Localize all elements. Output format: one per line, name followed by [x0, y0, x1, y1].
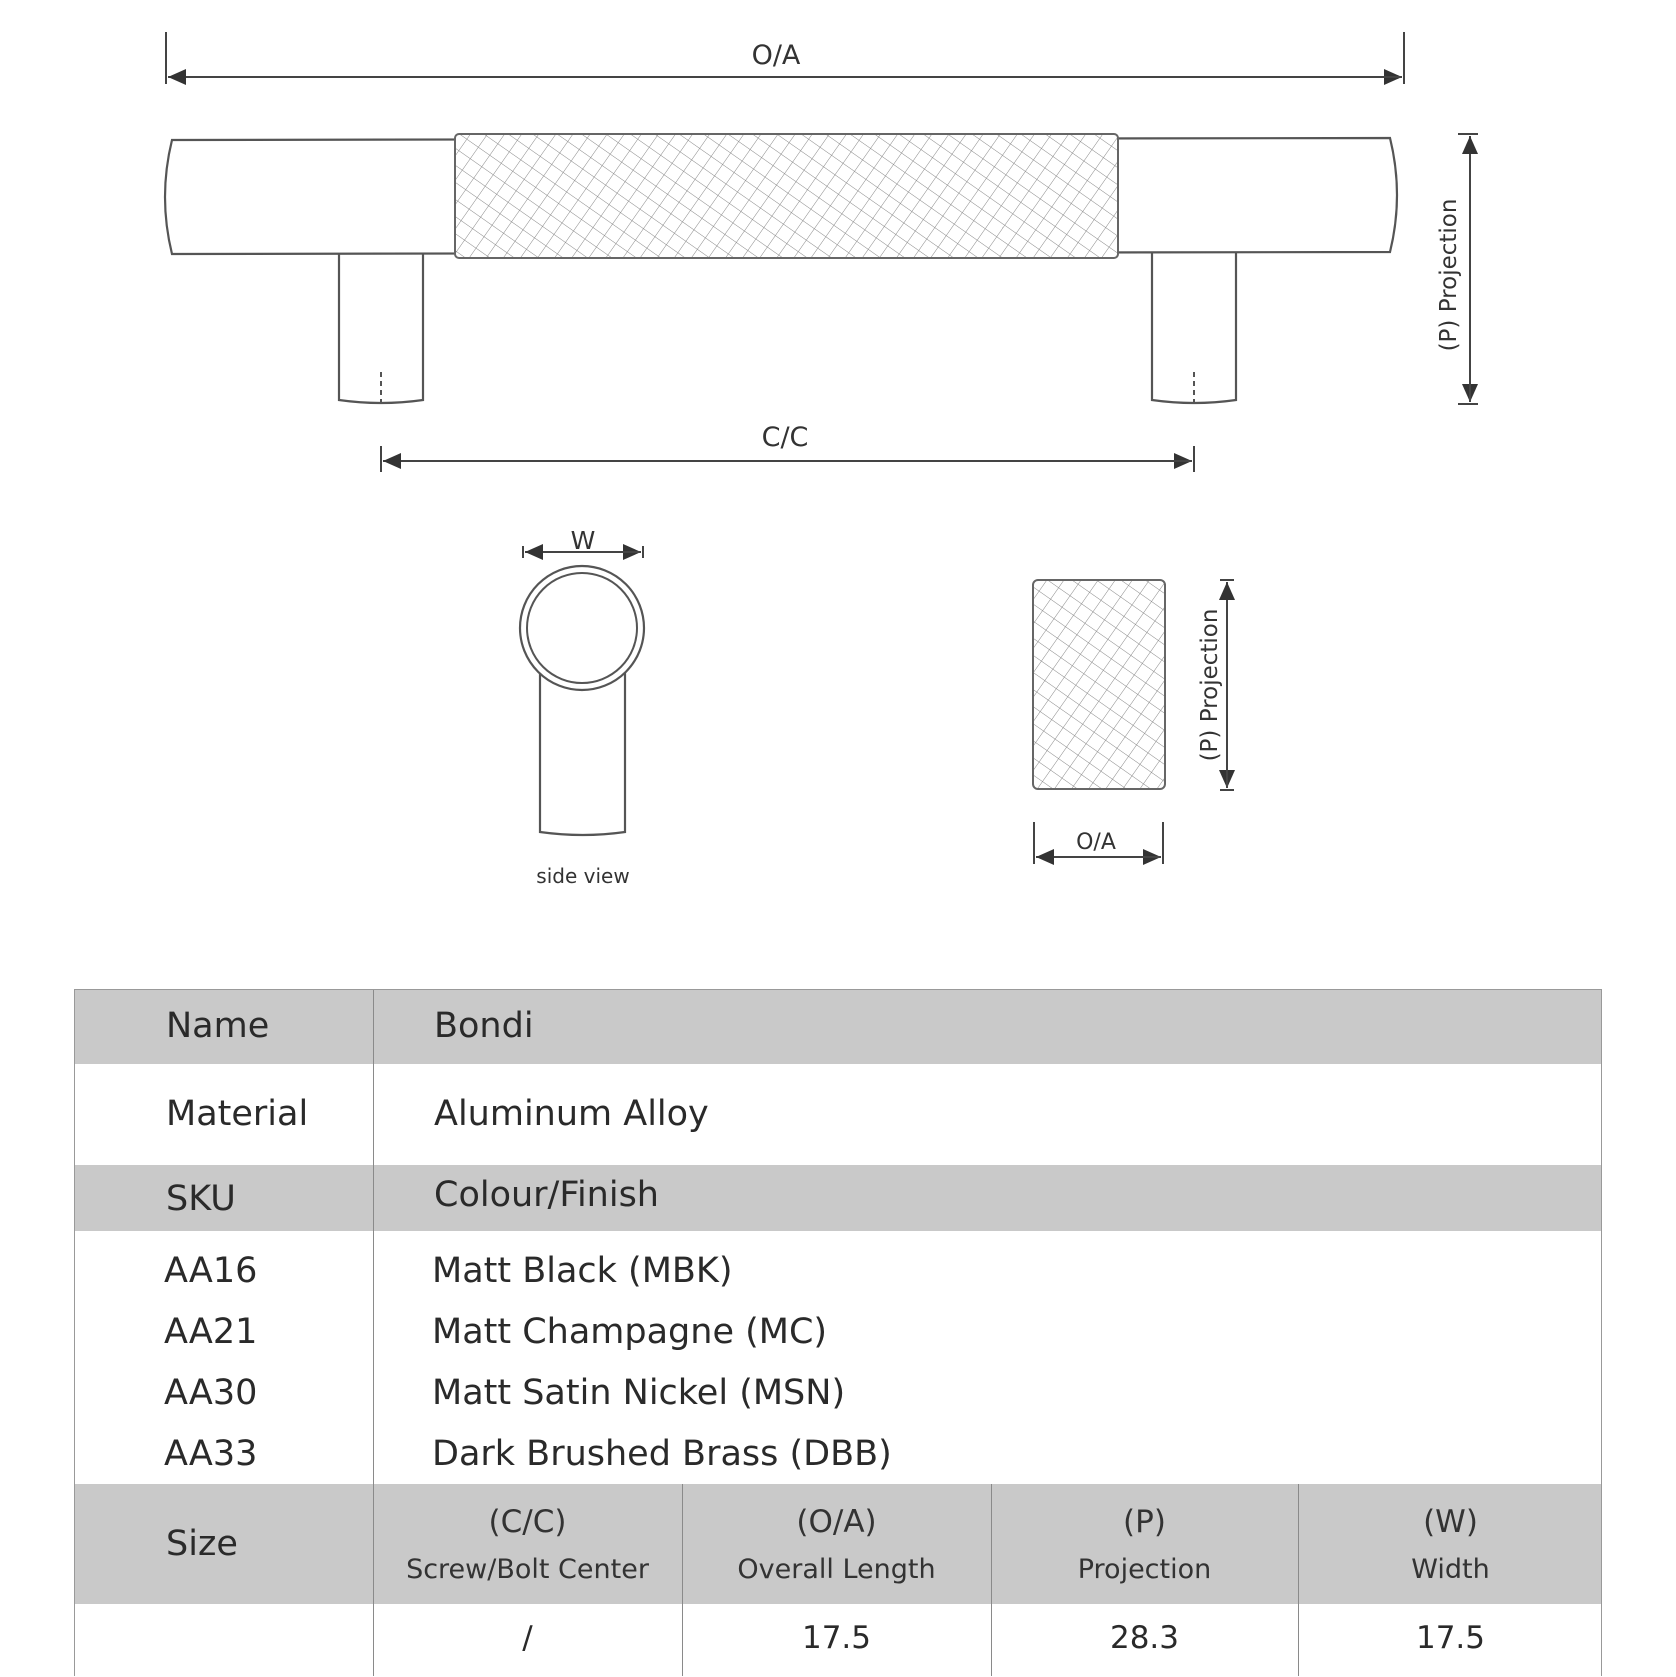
sku-code: AA16 — [164, 1251, 258, 1291]
sku-code: AA30 — [164, 1373, 258, 1413]
size-col-oa — [682, 1498, 991, 1591]
name-label: Name — [166, 1006, 270, 1046]
size-header-row — [75, 1484, 1601, 1604]
size-value: 28.3 — [1109, 1620, 1180, 1656]
width-label: W — [570, 526, 596, 555]
name-row — [75, 990, 1601, 1064]
size-col-code: (C/C) — [488, 1504, 567, 1540]
spec-table — [74, 989, 1602, 1676]
size-col-desc: Width — [1411, 1553, 1490, 1585]
size-col-w — [1298, 1498, 1603, 1591]
size-col-code: (O/A) — [796, 1504, 877, 1540]
size-col-desc: Projection — [1077, 1553, 1212, 1585]
center-to-center-dimension — [381, 422, 1194, 472]
column-divider — [991, 1484, 992, 1676]
center-to-center-label: C/C — [761, 422, 809, 453]
sku-finish: Dark Brushed Brass (DBB) — [432, 1434, 892, 1474]
end-view — [1033, 580, 1234, 864]
column-divider — [373, 990, 374, 1676]
side-view-caption: side view — [536, 864, 630, 888]
sku-list — [75, 1231, 1601, 1484]
size-col-code: (P) — [1123, 1504, 1166, 1540]
column-divider — [1298, 1484, 1299, 1676]
handle-front-view — [165, 134, 1397, 404]
name-value: Bondi — [434, 1006, 534, 1046]
overall-length-dimension — [166, 32, 1404, 84]
size-value: / — [522, 1620, 533, 1656]
projection-dimension — [1436, 134, 1478, 404]
size-values-row — [75, 1604, 1601, 1677]
size-col-desc: Overall Length — [737, 1553, 936, 1585]
material-label: Material — [166, 1094, 309, 1134]
size-value: 17.5 — [801, 1620, 872, 1656]
size-label: Size — [166, 1524, 238, 1564]
material-value: Aluminum Alloy — [434, 1094, 709, 1134]
end-overall-label: O/A — [1076, 830, 1116, 855]
sku-finish: Matt Satin Nickel (MSN) — [432, 1373, 846, 1413]
size-col-code: (W) — [1423, 1504, 1478, 1540]
sku-header-row — [75, 1165, 1601, 1231]
material-row — [75, 1064, 1601, 1165]
sku-finish: Matt Black (MBK) — [432, 1251, 733, 1291]
side-view — [520, 526, 644, 888]
size-col-cc — [373, 1498, 682, 1591]
sku-finish: Matt Champagne (MC) — [432, 1312, 828, 1352]
size-value: 17.5 — [1415, 1620, 1486, 1656]
end-projection-label: (P) Projection — [1197, 608, 1223, 762]
overall-length-label: O/A — [751, 40, 801, 71]
projection-label: (P) Projection — [1436, 198, 1462, 352]
size-col-p — [991, 1498, 1298, 1591]
sku-code: AA21 — [164, 1312, 258, 1352]
sku-code: AA33 — [164, 1434, 258, 1474]
sku-header: SKU — [166, 1179, 236, 1219]
column-divider — [682, 1484, 683, 1676]
size-col-desc: Screw/Bolt Center — [406, 1553, 649, 1585]
finish-header: Colour/Finish — [434, 1175, 659, 1215]
